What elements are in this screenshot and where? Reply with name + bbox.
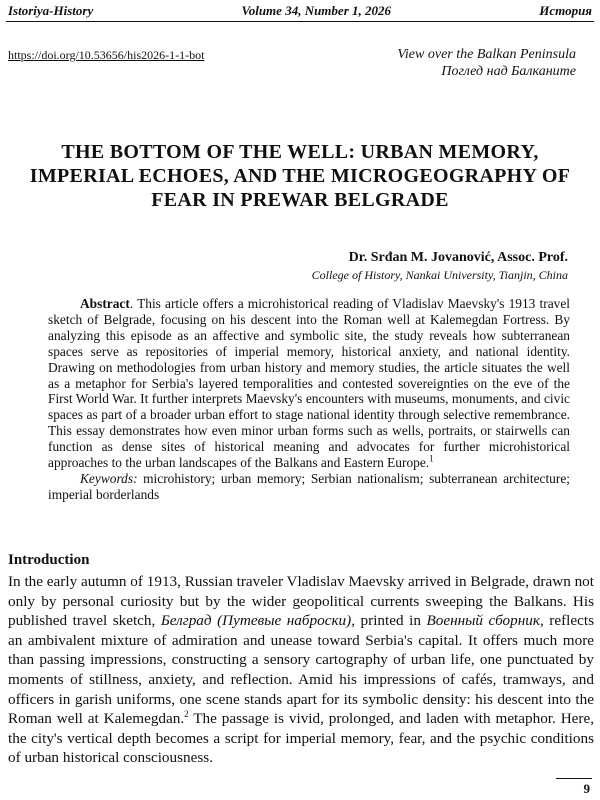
keywords-label: Keywords:: [80, 470, 138, 486]
introduction-body: [8, 572, 594, 768]
page-number: 9: [583, 781, 590, 796]
journal-name: Istoriya-History: [8, 3, 94, 18]
footnote-ref-1[interactable]: 1: [429, 453, 434, 464]
abstract-paragraph: [48, 296, 570, 471]
introduction-paragraph: [8, 572, 594, 768]
series-heading: [397, 46, 576, 80]
volume-info: Volume 34, Number 1, 2026: [241, 3, 391, 18]
header-divider: [6, 21, 594, 22]
abstract-label: Abstract: [80, 296, 130, 311]
intro-cyrillic-journal: Военный сборник: [426, 612, 540, 630]
keywords-paragraph: [48, 471, 570, 503]
abstract-block: [48, 296, 570, 503]
author-name: Dr. Srđan M. Jovanović, Assoc. Prof.: [348, 250, 568, 265]
article-title: THE BOTTOM OF THE WELL: URBAN MEMORY, IMPERIAL ECHOES, AND THE MICROGEOGRAPHY OF FEAR IN PREWAR BELGRADE: [29, 141, 571, 211]
journal-name-cyrillic: История: [539, 3, 592, 18]
footer-divider: [556, 778, 592, 779]
running-header: [8, 2, 592, 20]
series-english: View over the Balkan Peninsula: [397, 47, 576, 62]
abstract-text: . This article offers a microhistorical reading of Vladislav Maevsky's 1913 travel sketch of Belgrade, focusing on his descent into the Roman well at Kalemegdan Fortress. By analyzing this episode as an affective and symbolic site, the study reveals how subterranean spaces serve as repositories of imperial memory, historical anxiety, and national identity. Drawing on methodologies from urban history and memory studies, the article situates the well as a metaphor for Serbia's layered temporalities and contested sovereignties on the eve of the First World War. It further interprets Maevsky's encounters with museums, monuments, and civic spaces as part of a broader urban effort to stage national identity through selective remembrance. This essay demonstrates how even minor urban forms such as wells, portraits, or stairwells can function as dense sites of historical meaning and advocates for further microhistorical approaches to the urban landscapes of the Balkans and Eastern Europe.: [48, 296, 570, 471]
keywords-text: microhistory; urban memory; Serbian nationalism; subterranean architecture; imperial borderlands: [48, 470, 570, 502]
author-affiliation: College of History, Nankai University, Tianjin, China: [311, 268, 568, 282]
intro-text-4: The passage is vivid, prolonged, and laden with metaphor. Here, the city's vertical depth becomes a script for imperial memory, fear, and the psychic conditions of urban historical consciousness.: [8, 710, 594, 767]
intro-cyrillic-title: Белград (Путевые наброски): [160, 612, 352, 630]
intro-text-1: In the early autumn of 1913, Russian traveler Vladislav Maevsky arrived in Belgrade, drawn not only by personal curiosity but by the wider geopolitical currents sweeping the Balkans. His published travel sketch,: [8, 573, 594, 630]
doi-link[interactable]: https://doi.org/10.53656/his2026-1-1-bot: [8, 48, 205, 62]
intro-text-2: , printed in: [351, 612, 427, 630]
intro-text-3: , reflects an ambivalent mixture of admiration and unease toward Serbia's capital. It offers much more than passing impressions, constructing a sensory cartography of urban life, one punctuated by moments of stillness, anxiety, and reflection. Amid his impressions of cafés, tramways, and officers in garish uniforms, one scene stands apart for its symbolic density: his descent into the Roman well at Kalemegdan.: [8, 612, 594, 728]
footnote-ref-2[interactable]: 2: [184, 709, 189, 720]
section-heading-introduction: Introduction: [8, 552, 90, 568]
series-bulgarian: Поглед над Балканите: [441, 64, 576, 79]
